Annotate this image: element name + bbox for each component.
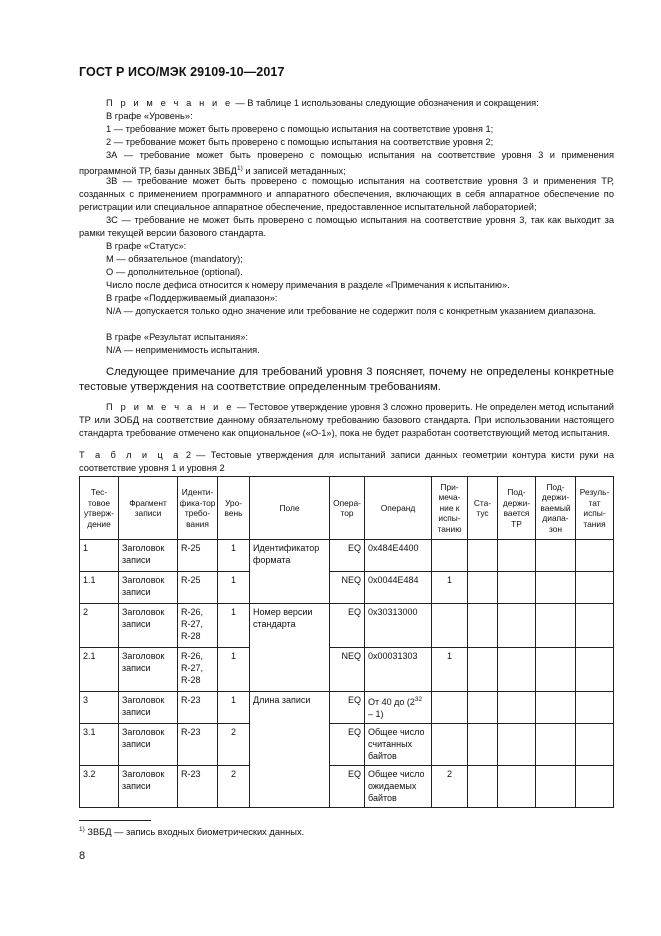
cell-operand: 0x484E4400 [365,540,432,572]
cell-status [468,604,498,648]
col-header: Фрагмент записи [119,477,178,540]
cell-level: 2 [218,724,250,766]
footnote-divider [79,820,151,821]
level-heading: В графе «Уровень»: [106,111,193,121]
cell-operand [365,692,432,724]
table-row [80,572,614,604]
footnote-text: ЗВБД — запись входных биометрических данных. [84,827,305,838]
cell-id: 3 [80,692,119,724]
cell-result [576,724,614,766]
cell-status [468,648,498,692]
cell-note: 1 [432,572,468,604]
cell-supported [498,540,536,572]
cell-range [536,572,576,604]
footnote [79,826,304,837]
cell-id: 3.1 [80,724,119,766]
status-m-line: М — обязательное (mandatory); [106,254,243,264]
cell-range [536,692,576,724]
table-row [80,540,614,572]
cell-operator: EQ [330,692,365,724]
range-heading: В графе «Поддерживаемый диапазон»: [106,293,278,303]
cell-operator: EQ [330,766,365,808]
cell-id: 2.1 [80,648,119,692]
page-number: 8 [79,850,86,862]
table-row [80,724,614,766]
operand-text-end: – 1) [368,709,384,719]
col-header: Под-держи-вается ТР [498,477,536,540]
cell-req: R-26, R-27, R-28 [178,648,218,692]
cell-note: 2 [432,766,468,808]
footnote-mark: 1) [79,826,85,833]
status-heading: В графе «Статус»: [106,241,187,251]
col-header: Под-держи-ваемый диапа-зон [536,477,576,540]
cell-supported [498,692,536,724]
result-heading: В графе «Результат испытания»: [106,332,248,342]
cell-fragment: Заголовок записи [119,692,178,724]
cell-note: 1 [432,648,468,692]
test-assertions-table [79,476,614,808]
cell-operand: 0x0044E484 [365,572,432,604]
cell-operator: NEQ [330,572,365,604]
level1-line: 1 — требование может быть проверено с помощью испытания на соответствие уровня 1; [106,124,494,134]
cell-req: R-26, R-27, R-28 [178,604,218,648]
cell-level: 1 [218,648,250,692]
table-caption [79,449,614,475]
table-header-row [80,477,614,540]
cell-status [468,766,498,808]
cell-operator: EQ [330,724,365,766]
level2-line: 2 — требование может быть проверено с помощью испытания на соответствие уровня 2; [106,137,494,147]
cell-req: R-25 [178,540,218,572]
level3a-line [79,149,614,178]
cell-operand: Общее число ожидаемых байтов [365,766,432,808]
level3b-line: 3В — требование может быть проверено с помощью испытания на соответствие уровня 3 и применения ТР, созданных с применением программного и аппаратного обеспечения, включающих в себя аппаратное обеспечение по регистрации или специальное аппаратное обеспечение, предоставленное испытательной лабораторией; [79,176,614,212]
col-header: Резуль-тат испы-тания [576,477,614,540]
cell-operand: 0x00031303 [365,648,432,692]
cell-fragment: Заголовок записи [119,648,178,692]
cell-req: R-25 [178,572,218,604]
cell-result [576,572,614,604]
cell-note [432,604,468,648]
cell-field: Длина записи [250,692,330,808]
col-header: Опера-тор [330,477,365,540]
cell-level: 1 [218,604,250,648]
cell-status [468,724,498,766]
level3c-line: 3С — требование не может быть проверено с помощью испытания на соответствие уровня 3, так как выходит за рамки текущей версии базового стандарта. [79,215,614,238]
cell-note [432,540,468,572]
cell-supported [498,724,536,766]
cell-range [536,724,576,766]
cell-level: 1 [218,692,250,724]
result-na-line: N/A — неприменимость испытания. [106,345,260,355]
col-header: Операнд [365,477,432,540]
cell-req: R-23 [178,692,218,724]
note1-label: П р и м е ч а н и е [106,98,233,108]
cell-id: 2 [80,604,119,648]
table-row [80,766,614,808]
table-row [80,648,614,692]
cell-range [536,604,576,648]
cell-fragment: Заголовок записи [119,604,178,648]
cell-id: 3.2 [80,766,119,808]
table-caption-text: 2 — Тестовые утверждения для испытаний записи данных геометрии контура кисти руки на соответствие уровня 1 и уровня 2 [79,450,614,473]
cell-field: Идентификатор формата [250,540,330,604]
col-header: Иденти-фика-тор требо-вания [178,477,218,540]
dash-note-line: Число после дефиса относится к номеру примечания в разделе «Примечания к испытанию». [106,280,510,290]
cell-status [468,692,498,724]
cell-note [432,724,468,766]
level3a-text: 3А — требование может быть проверено с помощью испытания на соответствие уровня 3 и применения программной ТР, базы данных ЗВБД [79,150,614,177]
level3a-end: и записей метаданных; [242,166,346,177]
note1-lead-text: — В таблице 1 использованы следующие обозначения и сокращения: [232,98,539,108]
operand-text: От 40 до (2 [368,697,415,707]
cell-operand: Общее число считанных байтов [365,724,432,766]
cell-id: 1.1 [80,572,119,604]
cell-operator: EQ [330,604,365,648]
cell-supported [498,604,536,648]
footnote-ref: 1) [236,165,243,172]
cell-operator: EQ [330,540,365,572]
cell-level: 2 [218,766,250,808]
cell-result [576,604,614,648]
cell-supported [498,572,536,604]
note2 [79,401,614,440]
cell-field: Номер версии стандарта [250,604,330,692]
cell-result [576,648,614,692]
col-header: Тес-товое утверж-дение [80,477,119,540]
col-header: При-меча-ние к испы-танию [432,477,468,540]
cell-status [468,540,498,572]
note2-label: П р и м е ч а н и е [106,402,235,412]
cell-range [536,540,576,572]
cell-req: R-23 [178,766,218,808]
col-header: Поле [250,477,330,540]
cell-supported [498,648,536,692]
operand-exponent: 32 [414,696,423,703]
cell-supported [498,766,536,808]
level3-paragraph: Следующее примечание для требований уровня 3 поясняет, почему не определены конкретные тестовые утверждения на соответствие определенным требованиям. [79,366,614,393]
cell-fragment: Заголовок записи [119,572,178,604]
cell-level: 1 [218,540,250,572]
cell-req: R-23 [178,724,218,766]
note2-text: — Тестовое утверждение уровня 3 сложно проверить. Не определен метод испытаний ТР или ЗОБД на соответствие данному обязательному требованию базового стандарта. При использовании настоящего стандарта требование отмечено как опциональное («О-1»), пока не будет разработан соответствующий метод испытания. [79,402,614,438]
col-header: Ста-тус [468,477,498,540]
cell-fragment: Заголовок записи [119,766,178,808]
cell-level: 1 [218,572,250,604]
cell-range [536,648,576,692]
cell-fragment: Заголовок записи [119,540,178,572]
cell-result [576,766,614,808]
col-header: Уро-вень [218,477,250,540]
cell-id: 1 [80,540,119,572]
cell-note [432,692,468,724]
document-header: ГОСТ Р ИСО/МЭК 29109-10—2017 [79,65,285,79]
table-row [80,604,614,648]
cell-fragment: Заголовок записи [119,724,178,766]
note1-lead [79,97,614,110]
table-row [80,692,614,724]
table-caption-label: Т а б л и ц а [79,450,181,460]
range-na-line: N/A — допускается только одно значение или требование не содержит поля с конкретным указанием диапазона. [106,306,597,316]
cell-range [536,766,576,808]
cell-status [468,572,498,604]
cell-operator: NEQ [330,648,365,692]
cell-operand: 0x30313000 [365,604,432,648]
cell-result [576,540,614,572]
status-o-line: О — дополнительное (optional). [106,267,243,277]
cell-result [576,692,614,724]
